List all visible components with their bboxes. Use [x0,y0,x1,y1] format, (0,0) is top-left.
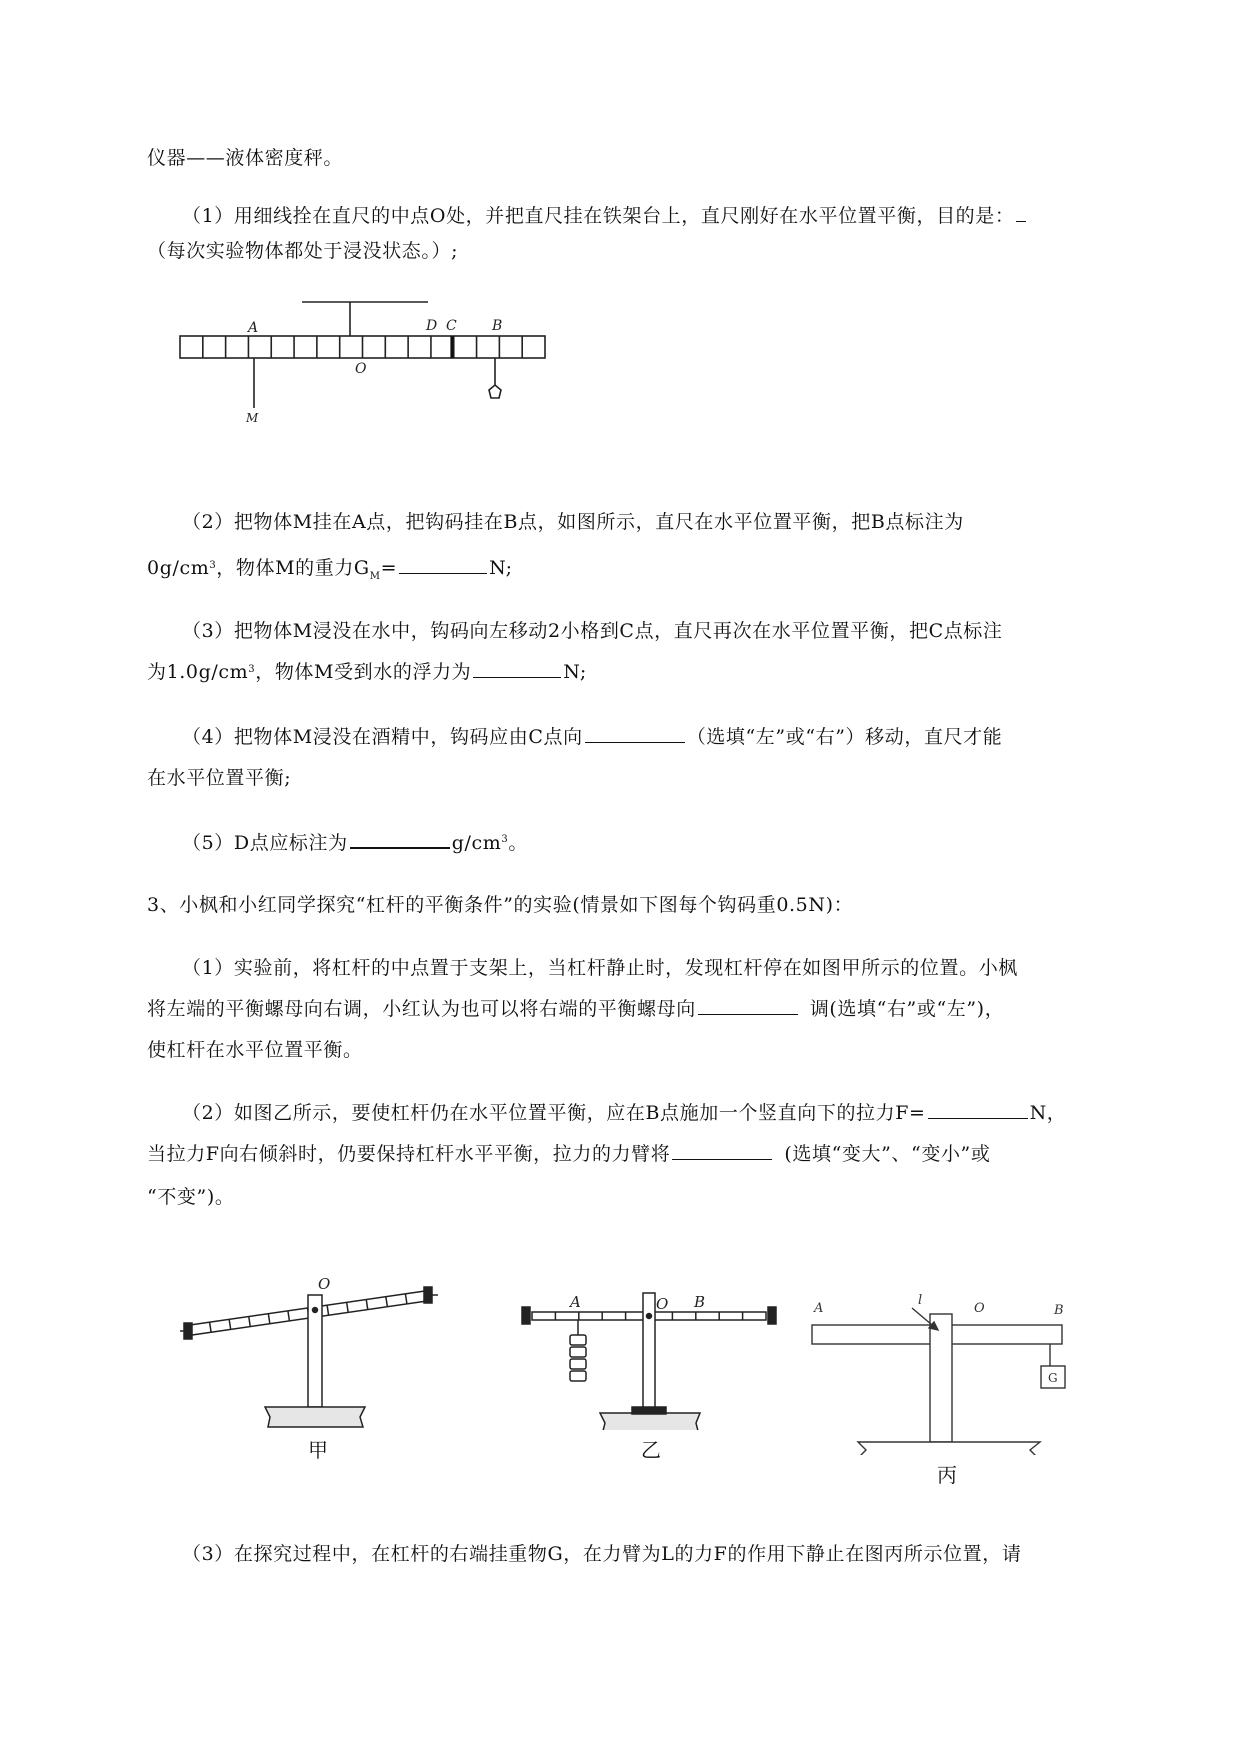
subscript: M [369,570,381,582]
lever-figure-yi [510,1265,795,1430]
question-3-line-2 [147,659,587,685]
unit-superscript: 3 [209,560,217,571]
point-b-label: B [1054,1303,1064,1318]
hook-weight [570,1347,586,1357]
point-a-label: A [570,1293,581,1311]
question-text: = [380,557,398,579]
question-4-line-2: 在水平位置平衡; [147,767,292,789]
question-2-line-2 [147,555,513,590]
question-text: N; [489,557,513,579]
unit-superscript: 3 [501,834,509,845]
question-text: (选填“变大”、“变小”或 [784,1143,991,1165]
question-text: 为1.0g/cm [147,661,249,683]
answer-blank[interactable] [1016,203,1026,222]
lever-figure-jia [180,1265,450,1430]
question-text: （5）D点应标注为 [182,832,348,854]
question-text: 当拉力F向右倾斜时，仍要保持杠杆水平平衡，拉力的力臂将 [147,1143,671,1165]
answer-blank[interactable] [928,1100,1028,1119]
hook-weight [570,1359,586,1369]
question-text: ，物体M受到水的浮力为 [255,661,472,683]
text-line: 仪器——液体密度秤。 [147,147,344,169]
question-1-line-1 [182,203,1028,229]
problem-3-q1-line-1: （1）实验前，将杠杆的中点置于支架上，当杠杆静止时，发现杠杆停在如图甲所示的位置。小枫 [182,957,1018,979]
question-4-line-1 [182,724,1002,750]
figure-caption-jia: 甲 [308,1438,328,1462]
question-text: （选填“左”或“右”）移动，直尺才能 [686,726,1003,748]
answer-blank[interactable] [672,1141,772,1160]
question-text: （4）把物体M浸没在酒精中，钩码应由C点向 [182,726,583,748]
question-text: （1）用细线拴在直尺的中点O处，并把直尺挂在铁架台上，直尺刚好在水平位置平衡，目的是： [182,205,1015,227]
question-text: N; [563,661,587,683]
question-text: （2）如图乙所示，要使杠杆仍在水平位置平衡，应在B点施加一个竖直向下的拉力F= [182,1102,926,1124]
question-2-line-1: （2）把物体M挂在A点，把钩码挂在B点，如图所示，直尺在水平位置平衡，把B点标注为 [182,511,964,533]
question-text: ，物体M的重力G [216,557,370,579]
pivot-o-label: O [656,1295,669,1313]
hook-weight [570,1371,586,1381]
question-3-line-1: （3）把物体M浸没在水中，钩码向左移动2小格到C点，直尺再次在水平位置平衡，把C点标注 [182,620,1003,642]
pivot-o-label: O [974,1301,985,1316]
question-text: 0g/cm [147,557,210,579]
question-5-line [182,829,528,856]
answer-blank[interactable] [350,829,450,849]
answer-blank[interactable] [399,555,487,574]
question-text: g/cm [451,832,502,854]
point-o-label: O [355,361,367,377]
question-1-line-2: （每次实验物体都处于浸没状态。）; [147,240,459,262]
figure-caption-yi: 乙 [641,1438,661,1462]
problem-3-q1-line-2 [147,996,1004,1022]
point-b-label: B [492,318,503,334]
hook-weight [570,1335,586,1345]
object-m-label: M [246,411,259,425]
lever-figure-bing [800,1290,1080,1455]
ruler-figure [160,290,600,430]
problem-3-title: 3、小枫和小红同学探究“杠杆的平衡条件”的实验(情景如下图每个钩码重0.5N)： [147,894,854,916]
problem-3-q2-line-1 [182,1100,1066,1126]
question-text: 将左端的平衡螺母向右调，小红认为也可以将右端的平衡螺母向 [147,998,696,1020]
problem-3-q1-line-3: 使杠杆在水平位置平衡。 [147,1039,363,1061]
answer-blank[interactable] [473,659,561,678]
figure-caption-bing: 丙 [937,1463,957,1487]
unit-superscript: 3 [248,664,256,675]
point-c-label: C [446,318,457,334]
problem-3-q2-line-3: “不变”)。 [147,1186,235,1208]
point-a-label: A [814,1301,824,1316]
point-d-label: D [426,318,438,334]
answer-blank[interactable] [698,996,798,1015]
question-text: 调(选填“右”或“左”)， [809,998,1005,1020]
pivot-o-label: O [318,1275,331,1293]
problem-3-q3-line: （3）在探究过程中，在杠杆的右端挂重物G，在力臂为L的力F的作用下静止在图丙所示位置，请 [182,1543,1022,1565]
problem-3-q2-line-2 [147,1141,990,1167]
question-text: N， [1029,1102,1067,1124]
weight-g-label: G [1048,1371,1058,1385]
force-arm-l-label: l [918,1293,923,1308]
point-a-label: A [248,320,259,336]
answer-blank[interactable] [585,724,685,743]
point-b-label: B [694,1293,706,1311]
question-text: 。 [508,832,528,854]
